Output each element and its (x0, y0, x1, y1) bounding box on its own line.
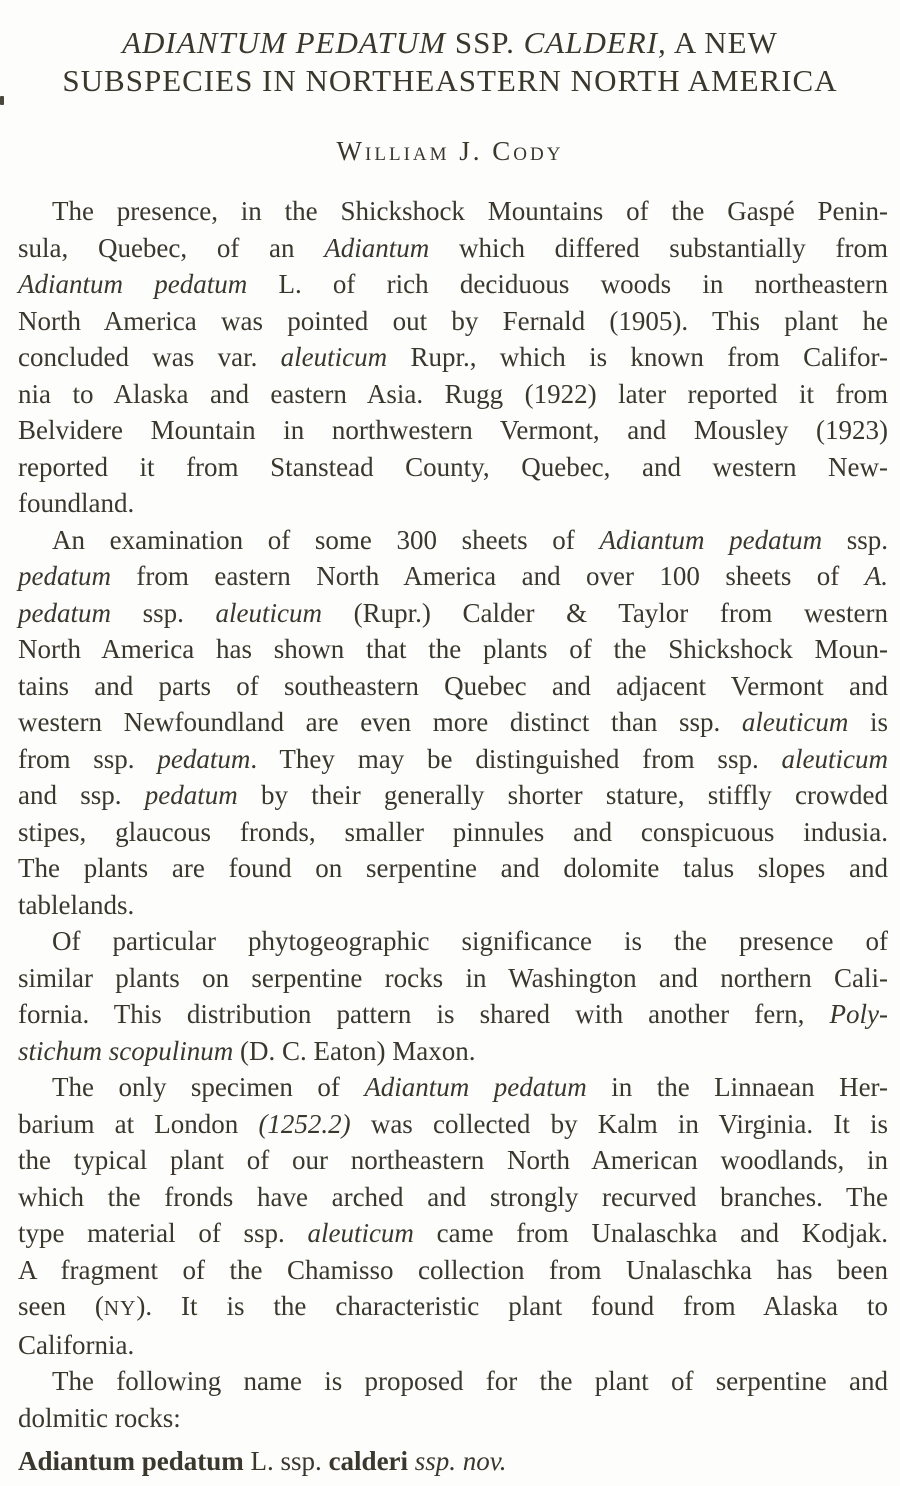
text-line: tains and parts of southeastern Quebec and adjacent Vermont and (18, 670, 888, 701)
text-line: which the fronds have arched and strongly recurved branches. The (18, 1181, 888, 1212)
text-line: dolmitic rocks: (18, 1402, 181, 1433)
page-title (0, 24, 900, 100)
text-line: barium at London (1252.2) was collected by Kalm in Virginia. It is (18, 1108, 888, 1139)
text-line: The plants are found on serpentine and dolomite talus slopes and (18, 853, 888, 883)
text-line: sula, Quebec, of an Adiantum which differed substantially from (18, 232, 888, 263)
text-line: Of particular phytogeographic significance is the presence of (52, 926, 888, 956)
species-heading (0, 1443, 900, 1480)
text-line: North America was pointed out by Fernald (1905). This plant he (18, 305, 888, 336)
text-line: ADIANTUM PEDATUM SSP. CALDERI, A NEW (122, 25, 778, 60)
text-line: California. (18, 1329, 135, 1360)
text-line: tablelands. (18, 889, 135, 920)
author-name: William J. Cody (336, 136, 564, 166)
text-line: stichum scopulinum (D. C. Eaton) Maxon. (18, 1035, 476, 1066)
article-body (0, 193, 900, 1436)
text-line: from ssp. pedatum. They may be distinguished from ssp. aleuticum (18, 743, 888, 774)
text-line: concluded was var. aleuticum Rupr., which is known from Califor- (18, 342, 888, 372)
text-line: the typical plant of our northeastern North American woodlands, in (18, 1145, 888, 1175)
text-line: Belvidere Mountain in northwestern Vermont, and Mousley (1923) (18, 415, 888, 445)
text-line: similar plants on serpentine rocks in Washington and northern Cali- (18, 962, 888, 993)
text-line: nia to Alaska and eastern Asia. Rugg (1922) later reported it from (18, 378, 888, 409)
text-line: A fragment of the Chamisso collection from Unalaschka has been (18, 1254, 888, 1285)
text-line: The following name is proposed for the plant of serpentine and (52, 1366, 888, 1396)
text-line: seen (NY). It is the characteristic plant found from Alaska to (18, 1291, 888, 1321)
text-line: SUBSPECIES IN NORTHEASTERN NORTH AMERICA (62, 63, 838, 98)
text-line: type material of ssp. aleuticum came from Unalaschka and Kodjak. (18, 1218, 888, 1248)
text-line: reported it from Stanstead County, Quebec, and western New- (18, 451, 888, 482)
text-line: western Newfoundland are even more distinct than ssp. aleuticum is (18, 707, 889, 737)
text-line: The only specimen of Adiantum pedatum in the Linnaean Her- (52, 1072, 888, 1102)
text-line: Adiantum pedatum L. ssp. calderi ssp. nov. (18, 1446, 507, 1476)
text-line: and ssp. pedatum by their generally shorter stature, stiffly crowded (18, 780, 888, 810)
text-line: fornia. This distribution pattern is shared with another fern, Poly- (18, 999, 888, 1029)
text-line: North America has shown that the plants of the Shickshock Moun- (18, 634, 888, 664)
text-line: foundland. (18, 488, 135, 518)
text-line: pedatum from eastern North America and over 100 sheets of A. (18, 561, 888, 591)
scan-artifact (0, 96, 4, 105)
text-line: An examination of some 300 sheets of Adiantum pedatum ssp. (52, 524, 889, 555)
text-line: stipes, glaucous fronds, smaller pinnules and conspicuous indusia. (18, 816, 888, 847)
text-line: Adiantum pedatum L. of rich deciduous woods in northeastern (18, 269, 888, 299)
text-line: The presence, in the Shickshock Mountains of the Gaspé Penin- (52, 196, 888, 226)
text-line: pedatum ssp. aleuticum (Rupr.) Calder & Taylor from western (18, 597, 888, 628)
